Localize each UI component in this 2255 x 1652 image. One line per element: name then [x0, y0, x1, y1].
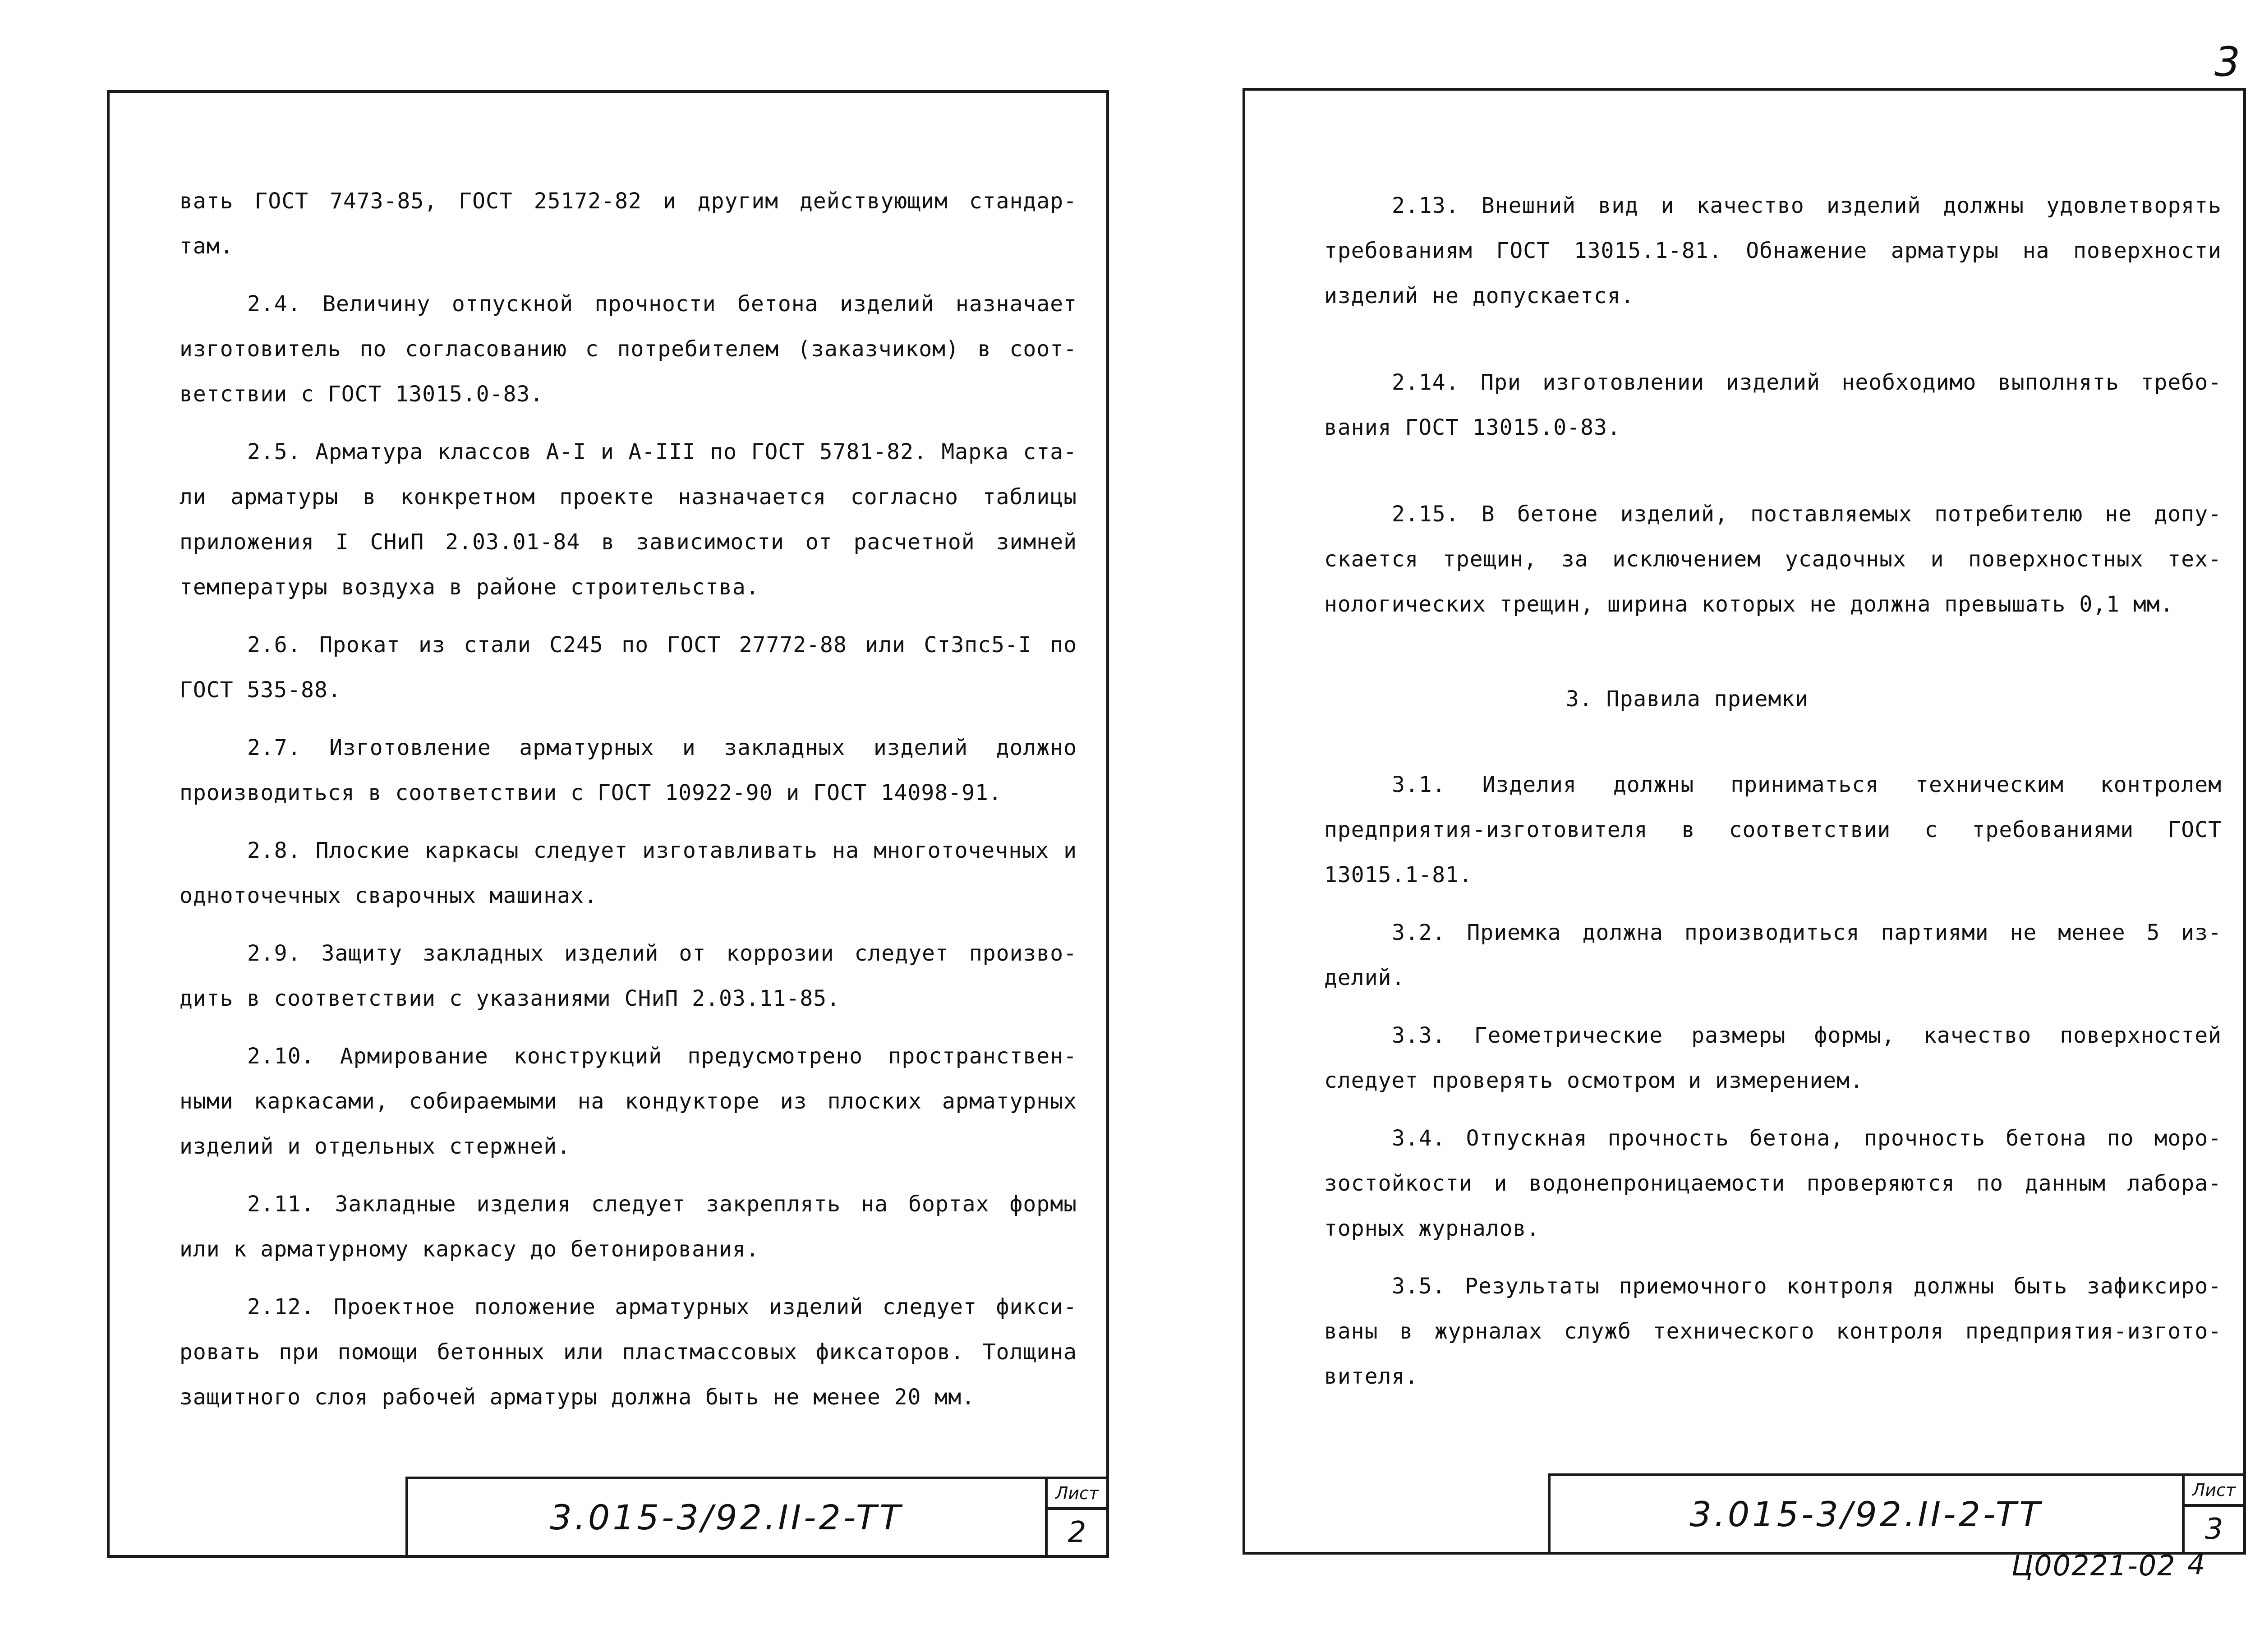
paragraph-2-14: 2.14. При изготовлении изделий необходимо выполнять требо- вания ГОСТ 13015.0-83. [1324, 370, 2222, 440]
paragraph-3-1: 3.1. Изделия должны приниматься техническим контролем предприятия-изготовителя в соответствии с требованиями ГОСТ 13015.1-81. [1324, 772, 2222, 888]
right-sheet-text [1324, 183, 2222, 1399]
paragraph-2-8: 2.8. Плоские каркасы следует изготавливать на многоточечных и одноточечных сварочных машинах. [179, 838, 1077, 908]
section-heading: 3. Правила приемки [1565, 686, 1809, 712]
archive-code: Ц00221-02 [2011, 1549, 2176, 1582]
paragraph-3-4: 3.4. Отпускная прочность бетона, прочность бетона по моро- зостойкости и водонепроницаемости проверяются по данным лабора- торных журналов. [1324, 1126, 2222, 1241]
sheet-number-cell [1045, 1479, 1106, 1555]
document-code: 3.015-3/92.II-2-TT [550, 1497, 903, 1537]
title-block-stamp [405, 1477, 1109, 1558]
paragraph-3-5: 3.5. Результаты приемочного контроля должны быть зафиксиро- ваны в журналах служб технического контроля предприятия-изгото- вителя. [1324, 1274, 2222, 1389]
archive-sheet-number: 4 [2187, 1548, 2205, 1581]
sheet-number: 2 [1068, 1516, 1086, 1549]
paragraph-2-13: 2.13. Внешний вид и качество изделий должны удовлетворять требованиям ГОСТ 13015.1-81. Обнажение арматуры на поверхности изделий не допускается. [1324, 193, 2222, 308]
title-block-stamp [1548, 1473, 2246, 1555]
paragraph-2-5: 2.5. Арматура классов A-I и A-III по ГОСТ 5781-82. Марка ста- ли арматуры в конкретном проекте назначается согласно таблицы приложения I СНиП 2.03.01-84 в зависимости от расчетной зимней температуры воздуха в районе строительства. [179, 439, 1077, 600]
paragraph-2-7: 2.7. Изготовление арматурных и закладных изделий должно производиться в соответствии с ГОСТ 10922-90 и ГОСТ 14098-91. [179, 735, 1077, 805]
paragraph-2-3-continued: вать ГОСТ 7473-85, ГОСТ 25172-82 и другим действующим стандар- там. [179, 189, 1077, 259]
corner-page-number: 3 [2214, 38, 2241, 86]
paragraph-2-9: 2.9. Защиту закладных изделий от коррозии следует произво- дить в соответствии с указаниями СНиП 2.03.11-85. [179, 941, 1077, 1011]
paragraph-3-2: 3.2. Приемка должна производиться партиями не менее 5 из- делий. [1324, 920, 2222, 990]
sheet-label: Лист [2185, 1476, 2243, 1507]
sheet-label: Лист [1048, 1479, 1106, 1510]
left-sheet-text [179, 179, 1077, 1420]
paragraph-2-10: 2.10. Армирование конструкций предусмотрено пространствен- ными каркасами, собираемыми на кондукторе из плоских арматурных изделий и отдельных стержней. [179, 1044, 1077, 1159]
left-sheet [107, 90, 1109, 1558]
sheet-number: 3 [2204, 1513, 2223, 1546]
paragraph-3-3: 3.3. Геометрические размеры формы, качество поверхностей следует проверять осмотром и измерением. [1324, 1023, 2222, 1093]
sheet-number-cell [2182, 1476, 2243, 1552]
paragraph-2-4: 2.4. Величину отпускной прочности бетона изделий назначает изготовитель по согласованию с потребителем (заказчиком) в соот- ветствии с ГОСТ 13015.0-83. [179, 291, 1077, 407]
right-sheet [1243, 88, 2246, 1555]
paragraph-2-6: 2.6. Прокат из стали С245 по ГОСТ 27772-88 или Ст3пс5-I по ГОСТ 535-88. [179, 632, 1077, 703]
paragraph-2-11: 2.11. Закладные изделия следует закреплять на бортах формы или к арматурному каркасу до бетонирования. [179, 1192, 1077, 1262]
document-code: 3.015-3/92.II-2-TT [1689, 1494, 2043, 1534]
paragraph-2-12: 2.12. Проектное положение арматурных изделий следует фикси- ровать при помощи бетонных или пластмассовых фиксаторов. Толщина защитного слоя рабочей арматуры должна быть не менее 20 мм. [179, 1294, 1077, 1410]
paragraph-2-15: 2.15. В бетоне изделий, поставляемых потребителю не допу- скается трещин, за исключением усадочных и поверхностных тех- нологических трещин, ширина которых не должна превышать 0,1 мм. [1324, 502, 2222, 617]
